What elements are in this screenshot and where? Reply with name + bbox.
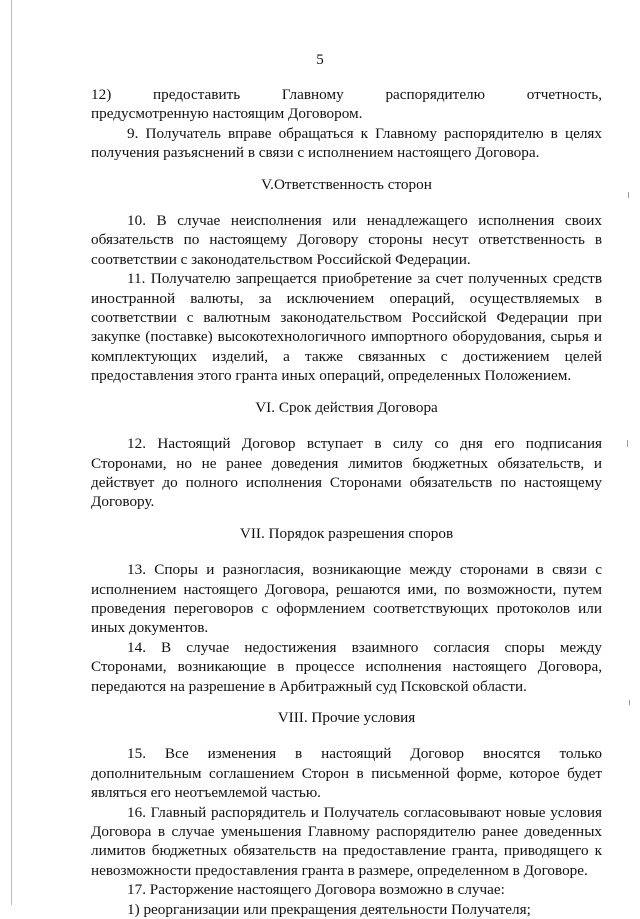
paragraph: 15. Все изменения в настоящий Договор вносятся только дополнительным соглашением Сторон в письменной форме, которое будет являться его неотъемлемой частью. bbox=[91, 745, 602, 802]
paragraph: 9. Получатель вправе обращаться к Главному распорядителю в целях получения разъяснений в связи с исполнением настоящего Договора. bbox=[91, 124, 602, 162]
spacer bbox=[91, 696, 602, 708]
scan-speck bbox=[628, 192, 629, 198]
section-heading: VII. Порядок разрешения споров bbox=[239, 524, 454, 542]
scan-speck bbox=[629, 700, 630, 705]
scan-speck bbox=[627, 440, 628, 447]
paragraph: 17. Расторжение настоящего Договора возможно в случае: bbox=[127, 881, 505, 899]
paragraph: 10. В случае неисполнения или ненадлежащего исполнения своих обязательств по настоящему Договору стороны несут ответственность в соответствии с законодательством Российской Федерации. bbox=[91, 212, 602, 268]
document-body bbox=[91, 85, 602, 919]
spacer bbox=[91, 417, 602, 434]
scan-margin-line bbox=[11, 0, 12, 905]
spacer bbox=[91, 543, 602, 560]
spacer bbox=[91, 727, 602, 744]
paragraph: 11. Получателю запрещается приобретение за счет полученных средств иностранной валюты, за исключением операций, осуществляемых в соответствии с валютным законодательством Российской Федерации при закупке (поставке) высокотехнологичного импортного оборудования, сырья и комплектующих изделий, а также связанных с достижением целей предоставления этого гранта иных операций, определенных Положением. bbox=[91, 270, 602, 385]
spacer bbox=[91, 386, 602, 398]
section-heading: VIII. Прочие условия bbox=[277, 708, 416, 726]
paragraph: 12) предоставить Главному распорядителю отчетность, bbox=[91, 86, 602, 103]
paragraph: 1) реорганизации или прекращения деятельности Получателя; bbox=[127, 900, 531, 918]
spacer bbox=[91, 512, 602, 524]
paragraph: 14. В случае недостижения взаимного согласия споры между Сторонами, возникающие в процессе исполнения настоящего Договора, передаются на разрешение в Арбитражный суд Псковской области. bbox=[91, 638, 602, 695]
paragraph: предусмотренную настоящим Договором. bbox=[91, 105, 363, 123]
spacer bbox=[91, 194, 602, 211]
paragraph: 12. Настоящий Договор вступает в силу со дня его подписания Сторонами, но не ранее доведения лимитов бюджетных обязательств, и действует до полного исполнения Сторонами обязательств по настоящему Договору. bbox=[91, 435, 602, 511]
spacer bbox=[91, 163, 602, 175]
section-heading: VI. Срок действия Договора bbox=[255, 398, 438, 416]
page-number: 5 bbox=[316, 52, 324, 68]
paragraph: 16. Главный распорядитель и Получатель согласовывают новые условия Договора в случае уменьшения Главному распорядителю ранее доведенных лимитов бюджетных обязательств на предоставление гранта, приводящего к невозможности предоставления гранта в размере, определенном в Договоре. bbox=[91, 803, 602, 879]
section-heading: V.Ответственность сторон bbox=[261, 175, 432, 193]
paragraph: 13. Споры и разногласия, возникающие между сторонами в связи с исполнением настоящего Договора, решаются ими, по возможности, путем проведения переговоров с оформлением соответствующих протоколов или иных документов. bbox=[91, 561, 602, 637]
